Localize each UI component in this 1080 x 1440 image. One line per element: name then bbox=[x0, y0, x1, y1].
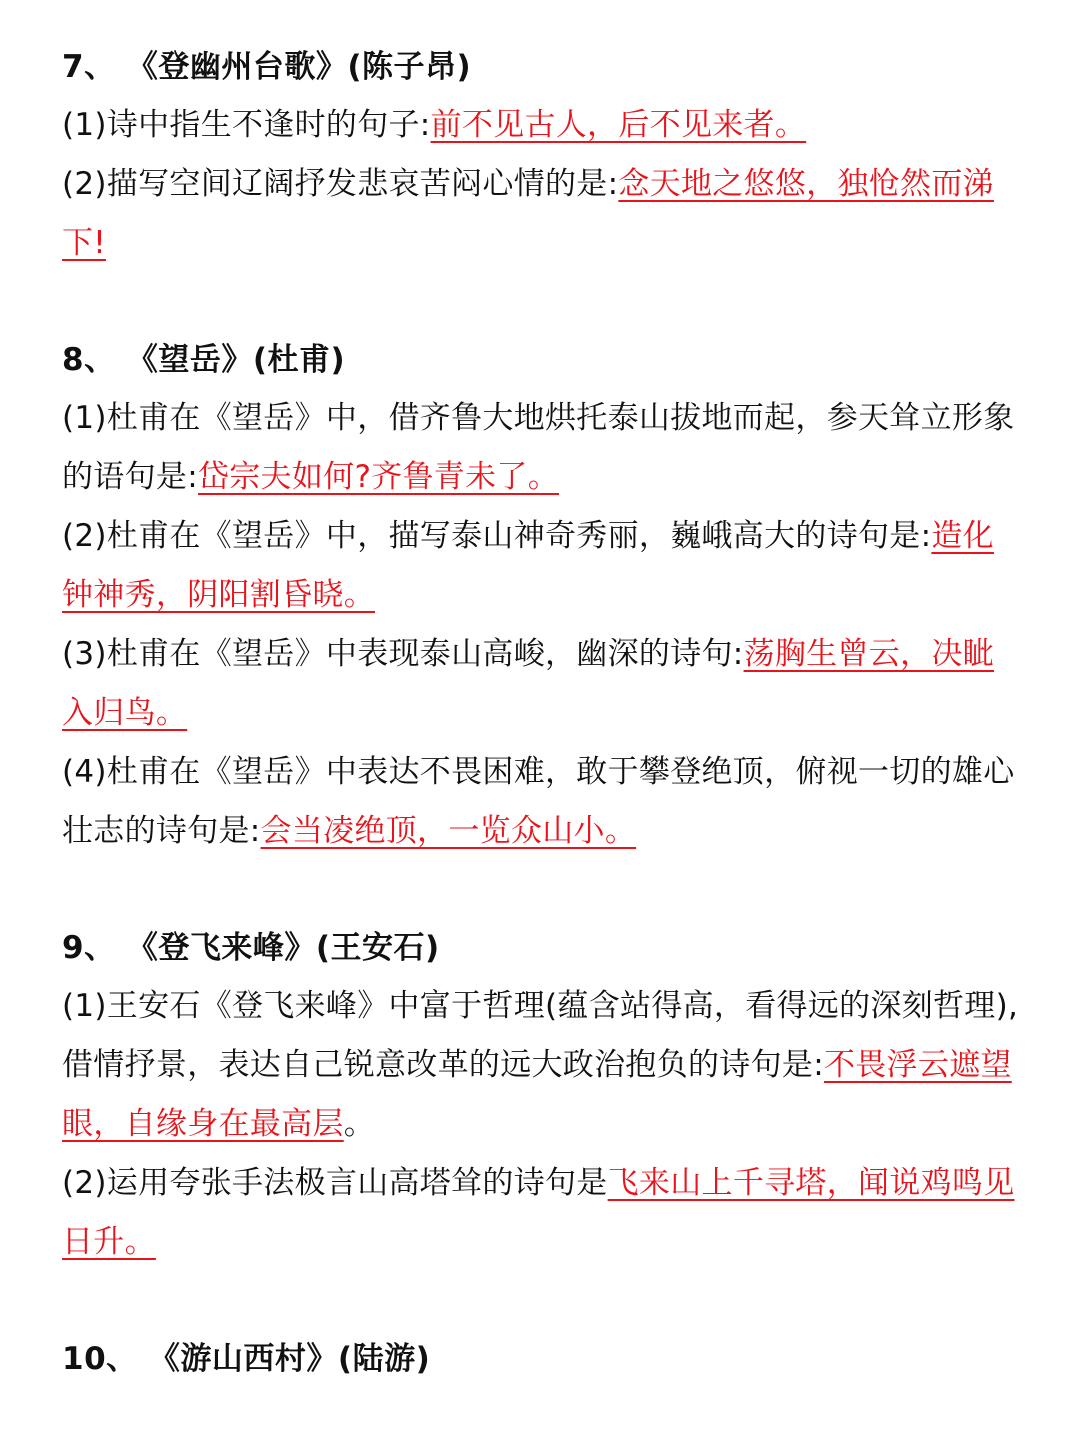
section-heading: 8、 《望岳》(杜甫) bbox=[62, 342, 346, 378]
document-page bbox=[62, 38, 1024, 1388]
section-heading: 7、 《登幽州台歌》(陈子昂) bbox=[62, 49, 472, 85]
section-heading: 10、 《游山西村》(陆游) bbox=[62, 1341, 431, 1377]
question-text: (2)杜甫在《望岳》中，描写泰山神奇秀丽，巍峨高大的诗句是: bbox=[62, 518, 932, 554]
answer-text: 造化钟神秀，阴阳割昏晓。 bbox=[62, 518, 994, 613]
question-text: (1)王安石《登飞来峰》中富于哲理(蕴含站得高，看得远的深刻哲理),借情抒景，表达自己锐意改革的远大政治抱负的诗句是: bbox=[62, 988, 1019, 1083]
answer-text: 岱宗夫如何?齐鲁青未了。 bbox=[197, 459, 560, 495]
question-text: (3)杜甫在《望岳》中表现泰山高峻，幽深的诗句: bbox=[62, 636, 744, 672]
answer-tail: 。 bbox=[343, 1106, 376, 1142]
question-item bbox=[62, 507, 1024, 625]
question-text: (2)描写空间辽阔抒发悲哀苦闷心情的是: bbox=[62, 166, 619, 202]
question-item bbox=[62, 977, 1024, 1154]
question-text: (4)杜甫在《望岳》中表达不畏困难，敢于攀登绝顶，俯视一切的雄心壮志的诗句是: bbox=[62, 754, 1015, 849]
question-item bbox=[62, 155, 1024, 273]
section-8 bbox=[62, 331, 1024, 861]
answer-text: 会当凌绝顶，一览众山小。 bbox=[260, 813, 637, 849]
question-item bbox=[62, 743, 1024, 861]
question-item bbox=[62, 1154, 1024, 1272]
question-text: (2)运用夸张手法极言山高塔耸的诗句是 bbox=[62, 1165, 608, 1201]
question-item bbox=[62, 96, 1024, 155]
section-7 bbox=[62, 38, 1024, 273]
question-text: (1)诗中指生不逢时的句子: bbox=[62, 107, 431, 143]
question-item bbox=[62, 625, 1024, 743]
section-10 bbox=[62, 1330, 1024, 1388]
answer-text: 荡胸生曾云，决眦入归鸟。 bbox=[62, 636, 994, 731]
answer-text: 不畏浮云遮望眼，自缘身在最高层 bbox=[62, 1047, 1012, 1142]
answer-text: 飞来山上千寻塔，闻说鸡鸣见日升。 bbox=[62, 1165, 1015, 1260]
section-heading: 9、 《登飞来峰》(王安石) bbox=[62, 930, 440, 966]
question-text: (1)杜甫在《望岳》中，借齐鲁大地烘托泰山拔地而起，参天耸立形象的语句是: bbox=[62, 400, 1015, 495]
answer-text: 念天地之悠悠，独怆然而涕下! bbox=[62, 166, 994, 261]
answer-text: 前不见古人，后不见来者。 bbox=[430, 107, 807, 143]
question-item bbox=[62, 389, 1024, 507]
section-9 bbox=[62, 919, 1024, 1272]
